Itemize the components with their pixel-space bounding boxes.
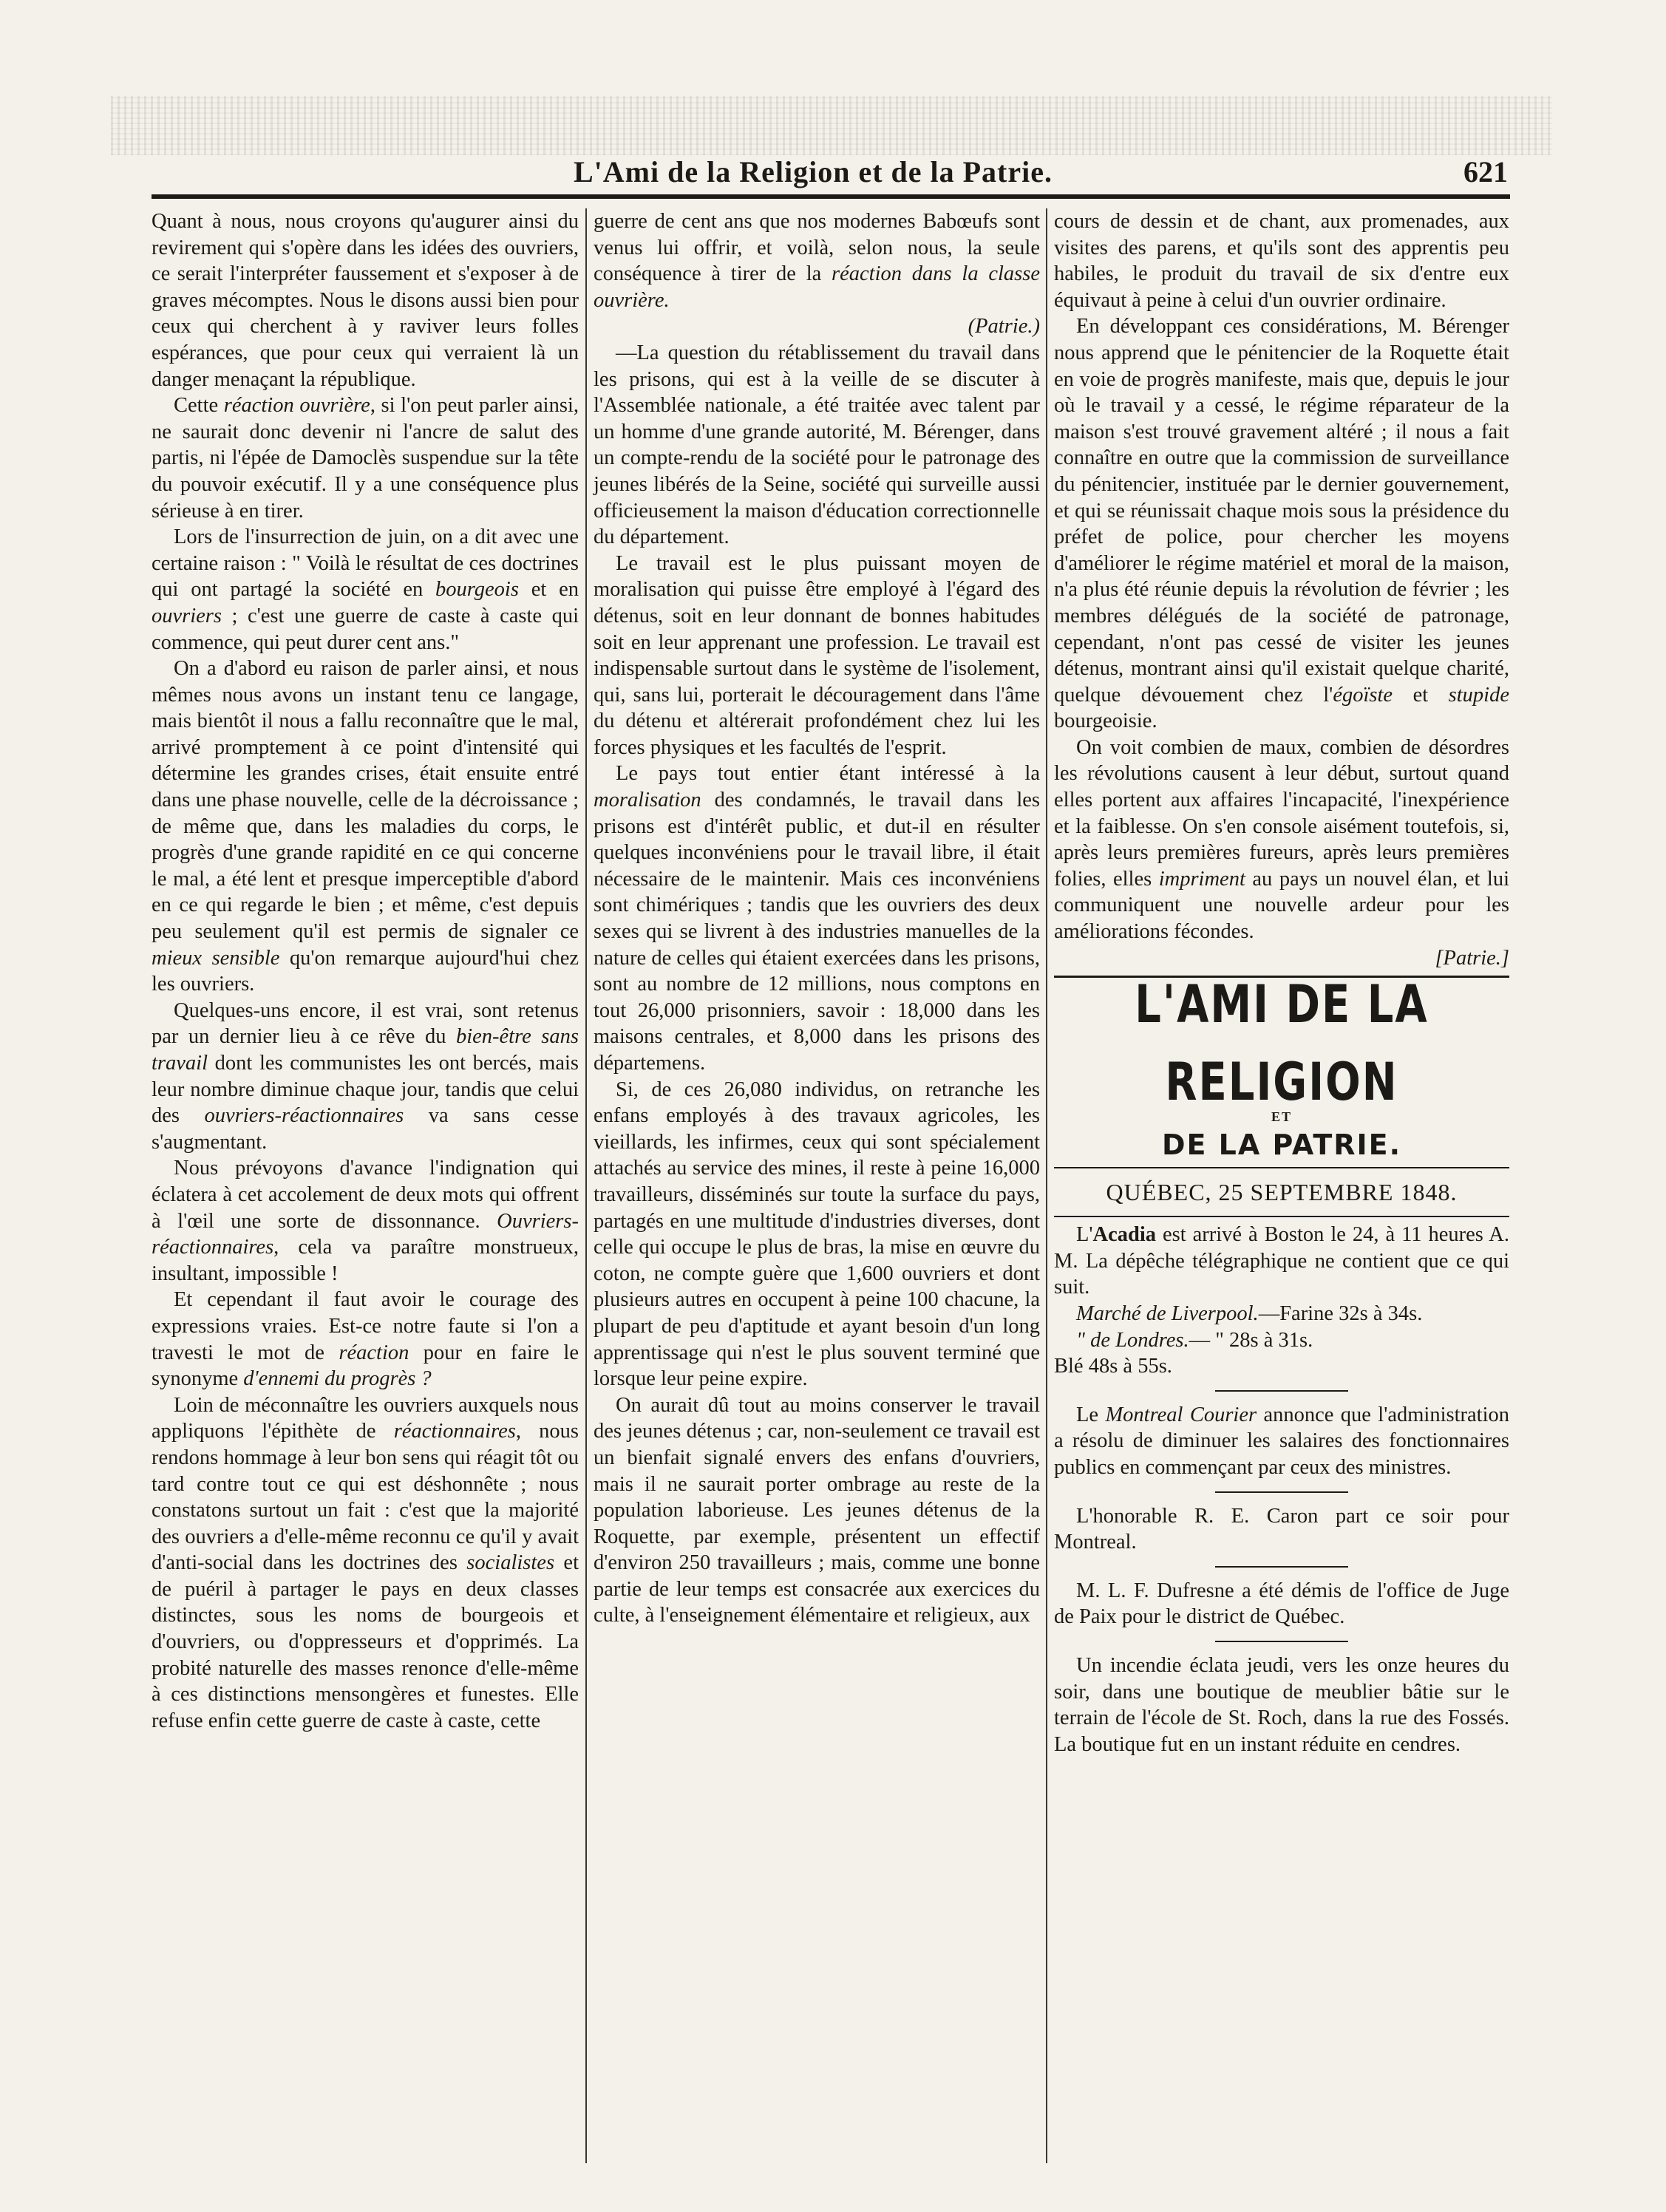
paragraph: Loin de méconnaître les ouvriers auxquels nous appliquons l'épithète de réactionnaires, nous rendons hommage à leur bon sens qui réagit tôt ou tard contre tout ce qui est déshonnête ; nous constatons surtout un fait : c'est que la majorité des ouvriers a d'elle-même reconnu ce qu'il y avait d'anti-social dans les doctrines des socialistes et de puéril à partager le pays en deux classes distinctes, sous les noms de bourgeois et d'ouvriers, ou d'oppresseurs et d'opprimés. La probité naturelle des masses renonce d'elle-même à ces distinctions mensongères et funestes. Elle refuse enfin cette guerre de caste à caste, cette: [152, 1393, 579, 1732]
running-title: L'Ami de la Religion et de la Patrie.: [573, 155, 1053, 188]
market-line: Blé 48s à 55s.: [1054, 1355, 1172, 1378]
header-rule: [152, 194, 1510, 199]
news-item: L'Acadia est arrivé à Boston le 24, à 11 heures A. M. La dépêche télégraphique ne contient que ce qui suit.: [1054, 1223, 1509, 1299]
paragraph: —La question du rétablissement du travail dans les prisons, qui est à la veille de se discuter à l'Assemblée nationale, a été traitée avec talent par un homme d'une grande autorité, M. Bérenger, dans un compte-rendu de la société pour le patronage des jeunes libérés de la Seine, société qui surveille aussi officieusement la maison d'éducation correctionnelle du département.: [594, 341, 1040, 549]
paragraph: On aurait dû tout au moins conserver le travail des jeunes détenus ; car, non-seulement ce travail est un bienfait signalé envers des enfans d'ouvriers, mais il ne saurait porter ombrage au reste de la population laborieuse. Les jeunes détenus de la Roquette, par exemple, présentent un effectif d'environ 250 travailleurs ; mais, comme une bonne partie de leur temps est consacrée aux exercices du culte, à l'enseignement élémentaire et religieux, aux: [594, 1393, 1040, 1627]
page-number: 621: [1463, 155, 1508, 188]
item-separator: [1215, 1566, 1348, 1568]
source-signature: (Patrie.): [968, 315, 1040, 338]
paragraph: Le pays tout entier étant intéressé à la moralisation des condamnés, le travail dans les prisons est d'intérêt public, et dut-il en résulter quelques inconvéniens pour le travail libre, il était nécessaire de le maintenir. Mais ces inconvéniens sont chimériques ; tandis que les ouvriers des deux sexes qui se livrent à des industries manuelles de la nature de celles qui étaient exercées dans les prisons, sont au nombre de 12 millions, nous comptons en tout 26,000 prisonniers, savoir : 18,000 dans les maisons centrales, et 8,000 dans les prisons des départemens.: [594, 762, 1040, 1075]
source-signature: [Patrie.]: [1435, 946, 1509, 970]
paragraph: En développant ces considérations, M. Bérenger nous apprend que le pénitencier de la Roquette était en voie de progrès manifeste, mais que, depuis le jour où le travail y a cessé, le régime réparateur de la maison s'est trouvé gravement altéré ; il nous a fait connaître en outre que la commission de surveillance du pénitencier, instituée par le dernier gouvernement, et qui se réunissait chaque mois sous la présidence du préfet de police, pour chercher les moyens d'améliorer le régime matériel et moral de la maison, n'a plus été réunie depuis la révolution de février ; les membres délégués de la société de patronage, cependant, n'ont pas cessé de visiter les jeunes détenus, montrant ainsi qu'il existait quelque charité, quelque dévouement chez l'égoïste et stupide bourgeoisie.: [1054, 315, 1509, 733]
dateline-rule: [1054, 1216, 1509, 1217]
news-item: Le Montreal Courier annonce que l'administration a résolu de diminuer les salaires des fonctionnaires publics en commençant par ceux des ministres.: [1054, 1403, 1510, 1479]
news-item: Un incendie éclata jeudi, vers les onze heures du soir, dans une boutique de meublier bâtie sur le terrain de l'école de St. Roch, dans la rue des Fossés. La boutique fut en un instant réduite en cendres.: [1054, 1653, 1509, 1756]
paragraph: Le travail est le plus puissant moyen de moralisation qui puisse être employé à l'égard des détenus, soit en leur donnant de bonnes habitudes soit en leur apprenant une profession. Le travail est indispensable surtout dans le système de l'isolement, qui, sans lui, porterait le découragement dans l'âme du détenu et altérerait profondément chez lui les forces physiques et les facultés de l'esprit.: [594, 551, 1040, 759]
paragraph: Quelques-uns encore, il est vrai, sont retenus par un dernier lieu à ce rêve du bien-être sans travail dont les communistes les ont bercés, mais leur nombre diminue chaque jour, tandis que celui des ouvriers-réactionnaires va sans cesse s'augmentant.: [152, 998, 579, 1154]
dateline: QUÉBEC, 25 SEPTEMBRE 1848.: [1106, 1179, 1458, 1206]
column-2: [594, 208, 1040, 1629]
paragraph: guerre de cent ans que nos modernes Babœufs sont venus lui offrir, et voilà, selon nous, la seule conséquence à tirer de la réaction dans la classe ouvrière.: [594, 210, 1040, 312]
item-separator: [1215, 1491, 1348, 1493]
masthead-title: L'AMI DE LA RELIGION: [1135, 975, 1429, 1113]
paragraph: Lors de l'insurrection de juin, on a dit avec une certaine raison : " Voilà le résultat de ces doctrines qui ont partagé la société en bourgeois et en ouvriers ; c'est une guerre de caste à caste qui commence, qui peut durer cent ans.": [152, 525, 579, 654]
item-separator: [1215, 1390, 1348, 1392]
paragraph: On voit combien de maux, combien de désordres les révolutions causent à leur début, surtout quand elles portent aux affaires l'incapacité, l'inexpérience et la faiblesse. On s'en console aisément toutefois, si, après leurs premières fureurs, après leurs premières folies, elles impriment au pays un nouvel élan, et lui communiquent une nouvelle ardeur pour les améliorations fécondes.: [1054, 735, 1509, 944]
paragraph: Cette réaction ouvrière, si l'on peut parler ainsi, ne saurait donc devenir ni l'ancre de salut des partis, ni l'épée de Damoclès suspendue sur la tête du pouvoir exécutif. Il y a une conséquence plus sérieuse à en tirer.: [152, 394, 579, 523]
masthead-subtitle: DE LA PATRIE.: [1161, 1129, 1402, 1162]
paragraph: Nous prévoyons d'avance l'indignation qui éclatera à cet accolement de deux mots qui offrent à l'œil une sorte de dissonnance. Ouvriers-réactionnaires, cela va paraître monstrueux, insultant, impossible !: [152, 1157, 579, 1285]
paragraph: Si, de ces 26,080 individus, on retranche les enfans employés à des travaux agricoles, les vieillards, les infirmes, ceux qui sont spécialement attachés au service des mines, il reste à peine 16,000 travailleurs, disséminés sur toute la surface du pays, partagés en une multitude d'industries diverses, dont celle qui occupe le plus de bras, la mise en œuvre du coton, ne compte guère que 1,600 ouvriers et dont plusieurs autres en occupent à peine 100 chacune, la plupart de peu d'aptitude et ayant besoin d'un long apprentissage qui n'est le plus souvent terminé que lorsque leur peine expire.: [594, 1078, 1040, 1391]
masthead-rule: [1054, 1167, 1509, 1168]
news-item: L'honorable R. E. Caron part ce soir pour Montreal.: [1054, 1504, 1509, 1554]
news-item: M. L. F. Dufresne a été démis de l'office de Juge de Paix pour le district de Québec.: [1054, 1579, 1509, 1629]
column-divider: [585, 208, 587, 2163]
paragraph: Quant à nous, nous croyons qu'augurer ainsi du revirement qui s'opère dans les idées des ouvriers, ce serait l'interpréter faussement et s'exposer à de graves mécomptes. Nous le disons aussi bien pour ceux qui cherchent à y raviver leurs folles espérances, que pour ceux qui verraient là un danger menaçant la république.: [152, 210, 579, 391]
column-divider: [1046, 208, 1047, 2163]
column-1: [152, 208, 579, 1734]
paragraph: Et cependant il faut avoir le courage des expressions vraies. Est-ce notre faute si l'on a travesti le mot de réaction pour en faire le synonyme d'ennemi du progrès ?: [152, 1288, 579, 1391]
item-separator: [1215, 1641, 1348, 1642]
running-header: [118, 152, 1508, 196]
paragraph: cours de dessin et de chant, aux promenades, aux visites des parens, et qu'ils sont des apprentis peu habiles, le produit du travail de six d'entre eux équivaut à peine à celui d'un ouvrier ordinaire.: [1054, 210, 1509, 312]
paragraph: On a d'abord eu raison de parler ainsi, et nous mêmes nous avons un instant tenu ce langage, mais bientôt il nous a fallu reconnaître que le mal, arrivé promptement à ce point d'intensité qui détermine les grandes crises, était ensuite entré dans une phase nouvelle, celle de la décroissance ; de même que, dans les maladies du corps, le progrès d'une grande rapidité en ce qui concerne le mal, a été lent et presque imperceptible d'abord en ce qui regarde le bien ; et même, c'est depuis peu seulement qu'il est permis de signaler ce mieux sensible qu'on remarque aujourd'hui chez les ouvriers.: [152, 657, 579, 996]
market-line: Marché de Liverpool.—Farine 32s à 34s.: [1076, 1302, 1423, 1325]
column-3: [1054, 208, 1509, 1757]
masthead-conjunction: ET: [1271, 1109, 1292, 1125]
market-line: " de Londres.— " 28s à 31s.: [1076, 1328, 1313, 1352]
ornamental-header-band: [111, 96, 1552, 155]
